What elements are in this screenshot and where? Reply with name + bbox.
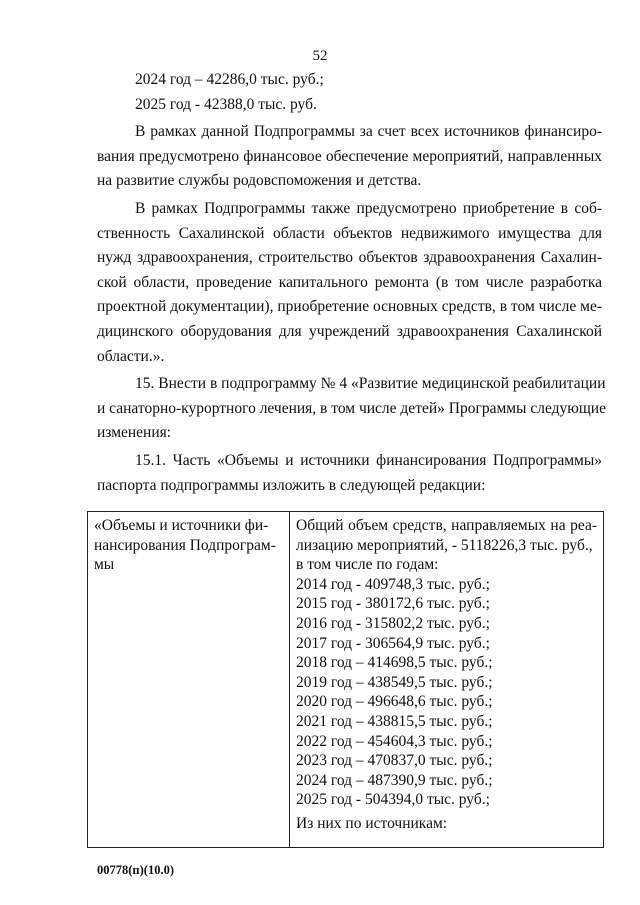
text-line: В рамках Подпрограммы также предусмотрено приобретение в соб- — [135, 199, 602, 217]
text-line: вания предусмотрено финансовое обеспечение мероприятий, направленных — [97, 147, 602, 165]
text-line: дицинского оборудования для учреждений здравоохранения Сахалинской — [97, 322, 602, 340]
year-line: 2020 год – 496648,6 тыс. руб.; — [296, 693, 493, 711]
year-line: 2022 год – 454604,3 тыс. руб.; — [296, 732, 493, 750]
year-line: 2025 год - 42388,0 тыс. руб. — [135, 95, 317, 113]
text-line: области.». — [97, 347, 165, 365]
table-row — [88, 512, 604, 848]
paragraph-acquisition — [97, 197, 602, 369]
year-line: 2019 год – 438549,5 тыс. руб.; — [296, 673, 493, 691]
sources-line: Из них по источникам: — [296, 814, 448, 832]
text-line: В рамках данной Подпрограммы за счет всех источников финансиро- — [135, 123, 602, 141]
paragraph-item-15-1 — [97, 449, 602, 498]
cell-line: нансирования Подпрограм- — [94, 536, 276, 554]
paragraph-financing — [97, 120, 602, 194]
text-line: 15. Внести в подпрограмму № 4 «Развитие медицинской реабилитации — [135, 375, 606, 393]
text-line: ственность Сахалинской области объектов недвижимого имущества для — [97, 224, 602, 242]
cell-line: мы — [94, 556, 115, 574]
year-line: 2015 год - 380172,6 тыс. руб.; — [296, 595, 490, 613]
text-line: проектной документации), приобретение основных средств, в том числе ме- — [97, 298, 602, 316]
year-line: 2025 год - 504394,0 тыс. руб.; — [296, 791, 490, 809]
text-line: паспорта подпрограммы изложить в следующей редакции: — [97, 476, 486, 494]
year-line: 2024 год – 487390,9 тыс. руб.; — [296, 771, 493, 789]
cell-line: лизацию мероприятий, - 5118226,3 тыс. руб., — [296, 536, 593, 554]
cell-line: «Объемы и источники фи- — [94, 517, 269, 534]
text-line: и санаторно-курортного лечения, в том числе детей» Программы следующие — [97, 399, 606, 417]
text-line: 15.1. Часть «Объемы и источники финансирования Подпрограммы» — [135, 451, 602, 469]
financing-table — [87, 511, 604, 848]
text-line: ской области, проведение капитального ремонта (в том числе разработка — [97, 273, 602, 291]
text-line: изменения: — [97, 424, 172, 442]
text-line: на развитие службы родовспоможения и детства. — [97, 172, 422, 190]
year-line: 2021 год – 438815,5 тыс. руб.; — [296, 712, 493, 730]
cell-line: Общий объем средств, направляемых на реа- — [296, 517, 597, 534]
cell-line: в том числе по годам: — [296, 556, 439, 574]
document-body — [97, 68, 606, 498]
table-cell-label — [88, 512, 290, 848]
year-line: 2023 год – 470837,0 тыс. руб.; — [296, 752, 493, 770]
text-line: нужд здравоохранения, строительство объектов здравоохранения Сахалин- — [97, 249, 602, 267]
year-line: 2017 год - 306564,9 тыс. руб.; — [296, 634, 490, 652]
year-line: 2016 год - 315802,2 тыс. руб.; — [296, 614, 490, 632]
document-code: 00778(п)(10.0) — [97, 863, 174, 877]
table-cell-values — [290, 512, 604, 848]
paragraph-item-15 — [97, 372, 606, 446]
page-number: 52 — [312, 48, 328, 64]
year-line: 2024 год – 42286,0 тыс. руб.; — [135, 71, 324, 88]
year-line: 2014 год - 409748,3 тыс. руб.; — [296, 575, 490, 593]
year-line: 2018 год – 414698,5 тыс. руб.; — [296, 654, 493, 672]
